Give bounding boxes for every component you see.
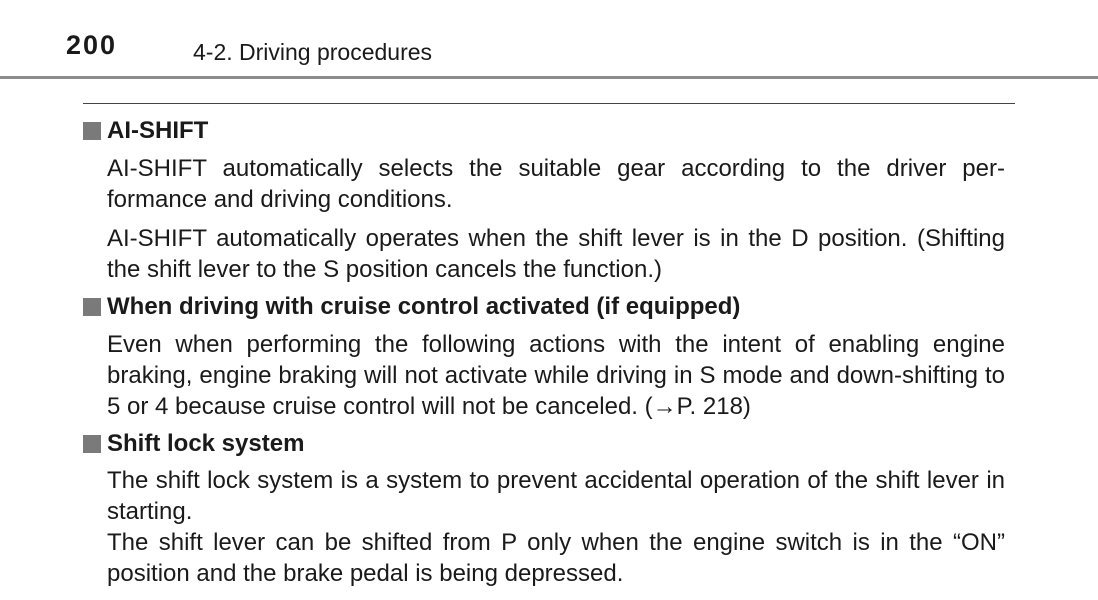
section-heading-label: AI-SHIFT	[107, 117, 209, 144]
top-rule	[83, 103, 1015, 104]
header-rule	[0, 76, 1098, 79]
square-bullet-icon	[83, 435, 101, 453]
section-heading-label: Shift lock system	[107, 430, 305, 457]
paragraph: AI-SHIFT automatically selects the suitable gear according to the driver per-formance and driving conditions.	[107, 155, 1005, 213]
square-bullet-icon	[83, 298, 101, 316]
square-bullet-icon	[83, 122, 101, 140]
page-number: 200	[66, 30, 118, 60]
paragraph: The shift lever can be shifted from P only when the engine switch is in the “ON” position and the brake pedal is being depressed.	[107, 529, 1005, 587]
chapter-title: 4-2. Driving procedures	[193, 39, 433, 65]
section-heading-cruise-control	[83, 293, 740, 321]
paragraph: AI-SHIFT automatically operates when the shift lever is in the D position. (Shifting the shift lever to the S position cancels the function.)	[107, 225, 1005, 283]
section-heading-label: When driving with cruise control activated (if equipped)	[107, 293, 741, 320]
section-heading-ai-shift	[83, 117, 208, 145]
section-heading-shift-lock	[83, 430, 304, 458]
paragraph: Even when performing the following actions with the intent of enabling engine braking, engine braking will not activate while driving in S mode and down-shifting to 5 or 4 because cruise control will not be canceled. (→P. 218)	[107, 331, 1005, 420]
paragraph: The shift lock system is a system to prevent accidental operation of the shift lever in starting.	[107, 467, 1005, 525]
